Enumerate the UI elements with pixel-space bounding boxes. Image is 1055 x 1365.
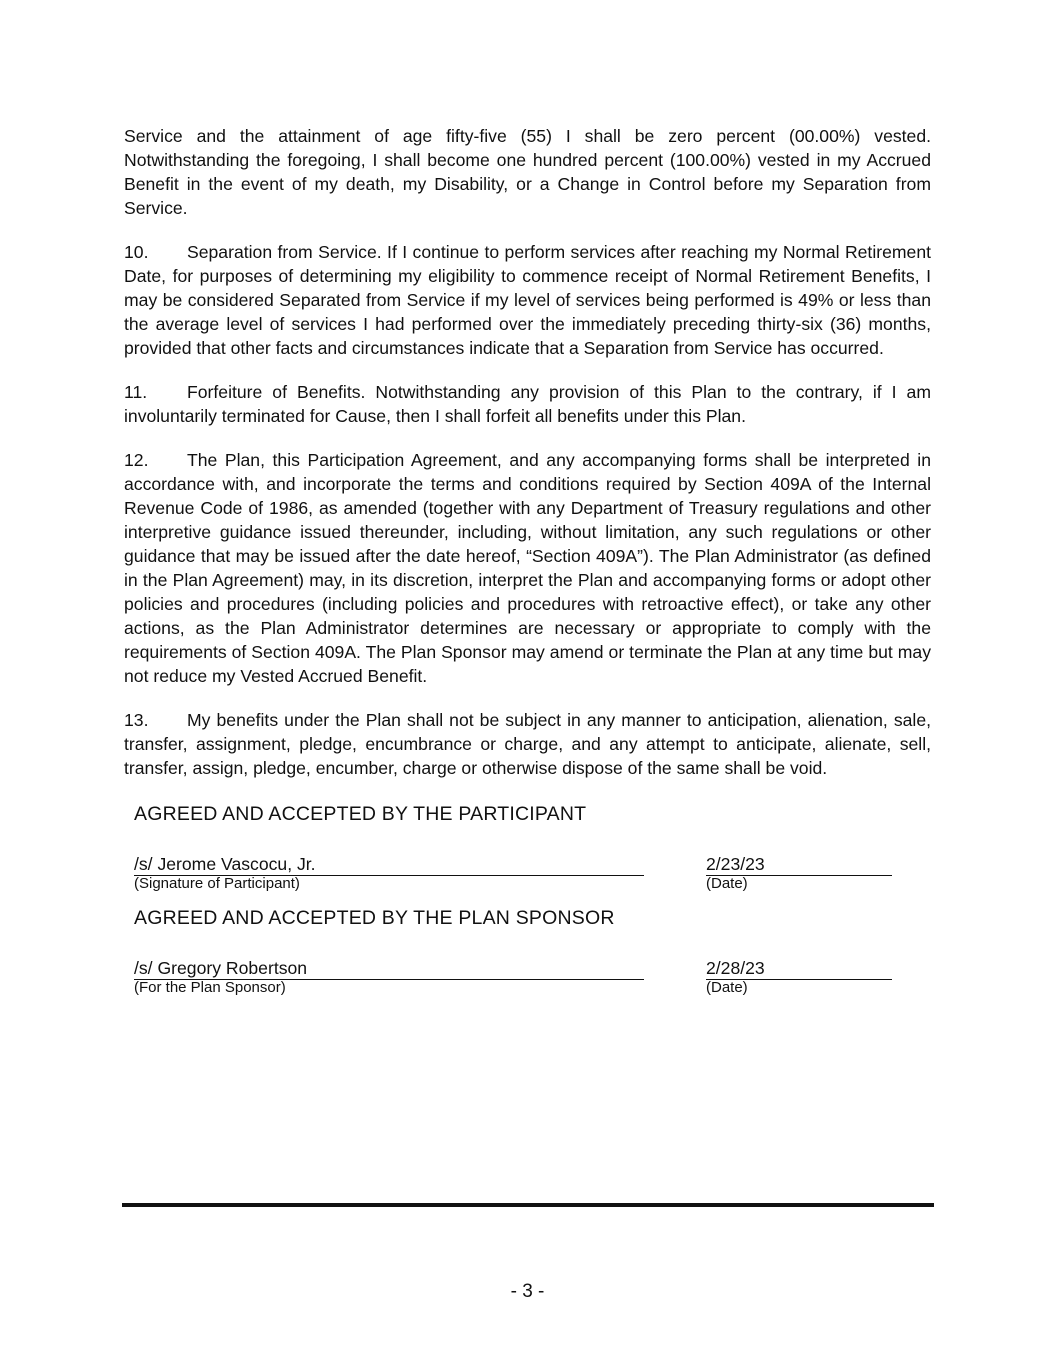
paragraph-13	[124, 708, 931, 780]
participant-date: 2/23/23	[706, 852, 892, 876]
sponsor-date-caption: (Date)	[706, 979, 748, 996]
sponsor-date: 2/28/23	[706, 956, 892, 980]
participant-signature-caption: (Signature of Participant)	[134, 875, 300, 892]
participant-date-caption: (Date)	[706, 875, 748, 892]
paragraph-10	[124, 240, 931, 360]
sponsor-acceptance	[124, 906, 931, 1016]
paragraph-text: My benefits under the Plan shall not be subject in any manner to anticipation, alienation, sale, transfer, assignment, pledge, encumbrance or charge, and any attempt to anticipate, alienate, sell, transfer, assign, pledge, encumber, charge or otherwise dispose of the same shall be void.	[124, 710, 931, 778]
footer-rule	[122, 1203, 934, 1207]
paragraph-text: Service and the attainment of age fifty-five (55) I shall be zero percent (00.00%) vested. Notwithstanding the foregoing, I shall become one hundred percent (100.00%) vested in my Accrued Benefit in the event of my death, my Disability, or a Change in Control before my Separation from Service.	[124, 126, 931, 218]
page-number: - 3 -	[510, 1281, 545, 1302]
paragraph-number: 13.	[124, 710, 149, 730]
sponsor-signature-block	[124, 956, 931, 1016]
paragraph-number: 11.	[124, 382, 148, 402]
paragraph-11	[124, 380, 931, 428]
paragraph-text: Separation from Service. If I continue to perform services after reaching my Normal Retirement Date, for purposes of determining my eligibility to commence receipt of Normal Retirement Benefits, I may be considered Separated from Service if my level of services being performed is 49% or less than the average level of services I had performed over the immediately preceding thirty-six (36) months, provided that other facts and circumstances indicate that a Separation from Service has occurred.	[124, 242, 931, 358]
paragraph-number: 12.	[124, 450, 149, 470]
paragraph-number: 10.	[124, 242, 149, 262]
participant-acceptance	[124, 802, 931, 912]
participant-signature: /s/ Jerome Vascocu, Jr.	[134, 852, 644, 876]
document-body	[124, 124, 931, 1016]
sponsor-signature-caption: (For the Plan Sponsor)	[134, 979, 286, 996]
sponsor-signature: /s/ Gregory Robertson	[134, 956, 644, 980]
paragraph-text: The Plan, this Participation Agreement, and any accompanying forms shall be interpreted in accordance with, and incorporate the terms and conditions required by Section 409A of the Internal Revenue Code of 1986, as amended (together with any Department of Treasury regulations and other interpretive guidance issued thereunder, including, without limitation, any such regulations or other guidance that may be issued after the date hereof, “Section 409A”). The Plan Administrator (as defined in the Plan Agreement) may, in its discretion, interpret the Plan and accompanying forms or adopt other policies and procedures (including policies and procedures with retroactive effect), or take any other actions, as the Plan Administrator determines are necessary or appropriate to comply with the requirements of Section 409A. The Plan Sponsor may amend or terminate the Plan at any time but may not reduce my Vested Accrued Benefit.	[124, 450, 931, 686]
participant-signature-block	[124, 852, 931, 912]
paragraph-text: Forfeiture of Benefits. Notwithstanding any provision of this Plan to the contrary, if I am involuntarily terminated for Cause, then I shall forfeit all benefits under this Plan.	[124, 382, 931, 426]
sponsor-heading: AGREED AND ACCEPTED BY THE PLAN SPONSOR	[134, 907, 615, 929]
participant-heading: AGREED AND ACCEPTED BY THE PARTICIPANT	[134, 803, 587, 825]
paragraph-continuation	[124, 124, 931, 220]
paragraph-12	[124, 448, 931, 688]
